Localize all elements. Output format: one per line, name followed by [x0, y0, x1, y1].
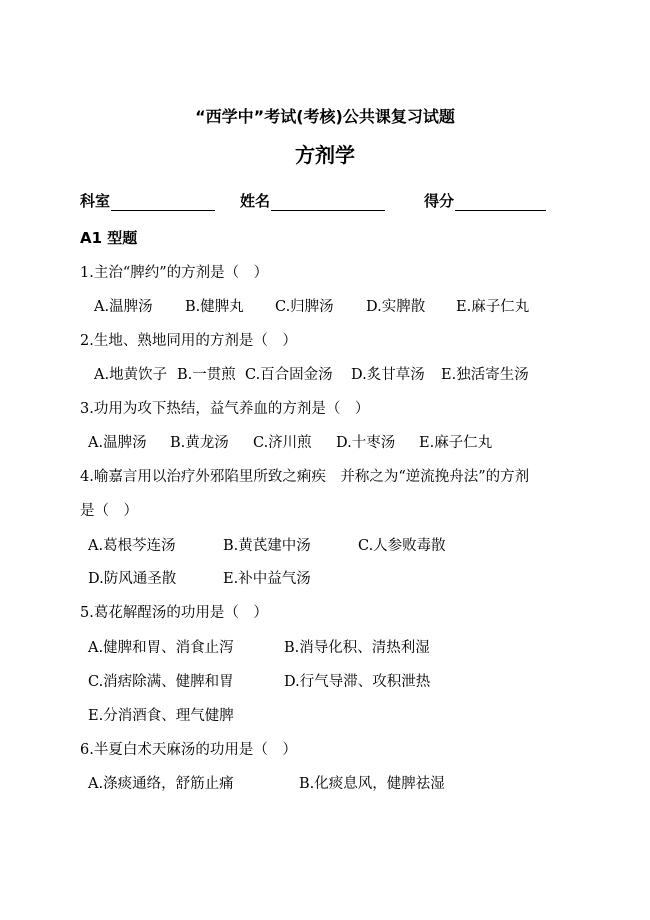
q4-option-e[interactable]: E.补中益气汤	[223, 571, 311, 587]
q1-option-d[interactable]: D.实脾散	[366, 299, 426, 315]
question-4-continued: 是（ ）	[80, 503, 138, 519]
q5-option-c[interactable]: C.消痞除满、健脾和胃	[88, 674, 234, 690]
q4-option-b[interactable]: B.黄芪建中汤	[223, 538, 311, 554]
question-4: 4.喻嘉言用以治疗外邪陷里所致之痢疾 并称之为“逆流挽舟法”的方剂	[80, 469, 530, 485]
q5-option-a[interactable]: A.健脾和胃、消食止泻	[88, 640, 234, 656]
q5-option-d[interactable]: D.行气导滞、攻积泄热	[284, 674, 431, 690]
score-label: 得分	[424, 192, 455, 210]
score-blank[interactable]	[455, 194, 546, 211]
q2-option-c[interactable]: C.百合固金汤	[245, 367, 333, 383]
dept-label: 科室	[80, 192, 111, 210]
q4-option-c[interactable]: C.人参败毒散	[358, 538, 446, 554]
q2-option-e[interactable]: E.独活寄生汤	[441, 367, 529, 383]
q6-option-b[interactable]: B.化痰息风，健脾祛湿	[299, 776, 445, 792]
q2-option-b[interactable]: B.一贯煎	[177, 367, 236, 383]
q3-option-d[interactable]: D.十枣汤	[336, 435, 396, 451]
q5-option-b[interactable]: B.消导化积、清热利湿	[284, 640, 430, 656]
q6-option-a[interactable]: A.涤痰通络，舒筋止痛	[88, 776, 234, 792]
q1-option-b[interactable]: B.健脾丸	[185, 299, 244, 315]
section-heading: A1 型题	[80, 229, 138, 247]
q3-option-b[interactable]: B.黄龙汤	[170, 435, 229, 451]
q3-option-e[interactable]: E.麻子仁丸	[419, 435, 493, 451]
q4-option-a[interactable]: A.葛根芩连汤	[88, 538, 176, 554]
exam-title: “西学中”考试(考核)公共课复习试题	[195, 107, 455, 126]
q2-option-a[interactable]: A.地黄饮子	[94, 367, 168, 383]
name-field	[240, 190, 385, 211]
score-field	[424, 190, 546, 211]
q3-option-a[interactable]: A.温脾汤	[88, 435, 147, 451]
dept-blank[interactable]	[111, 194, 215, 211]
q3-option-c[interactable]: C.济川煎	[253, 435, 312, 451]
q1-option-c[interactable]: C.归脾汤	[275, 299, 334, 315]
question-2: 2.生地、熟地同用的方剂是（ ）	[80, 333, 297, 349]
name-blank[interactable]	[271, 194, 385, 211]
q5-option-e[interactable]: E.分消酒食、理气健脾	[88, 708, 234, 724]
q2-option-d[interactable]: D.炙甘草汤	[351, 367, 425, 383]
q1-option-a[interactable]: A.温脾汤	[94, 299, 153, 315]
question-6: 6.半夏白术天麻汤的功用是（ ）	[80, 742, 297, 758]
dept-field	[80, 190, 215, 211]
subject-title: 方剂学	[295, 143, 355, 167]
question-5: 5.葛花解酲汤的功用是（ ）	[80, 605, 268, 621]
question-1: 1.主治“脾约”的方剂是（ ）	[80, 265, 269, 281]
question-3: 3.功用为攻下热结，益气养血的方剂是（ ）	[80, 401, 370, 417]
q1-option-e[interactable]: E.麻子仁丸	[456, 299, 530, 315]
q4-option-d[interactable]: D.防风通圣散	[88, 571, 177, 587]
name-label: 姓名	[240, 192, 271, 210]
